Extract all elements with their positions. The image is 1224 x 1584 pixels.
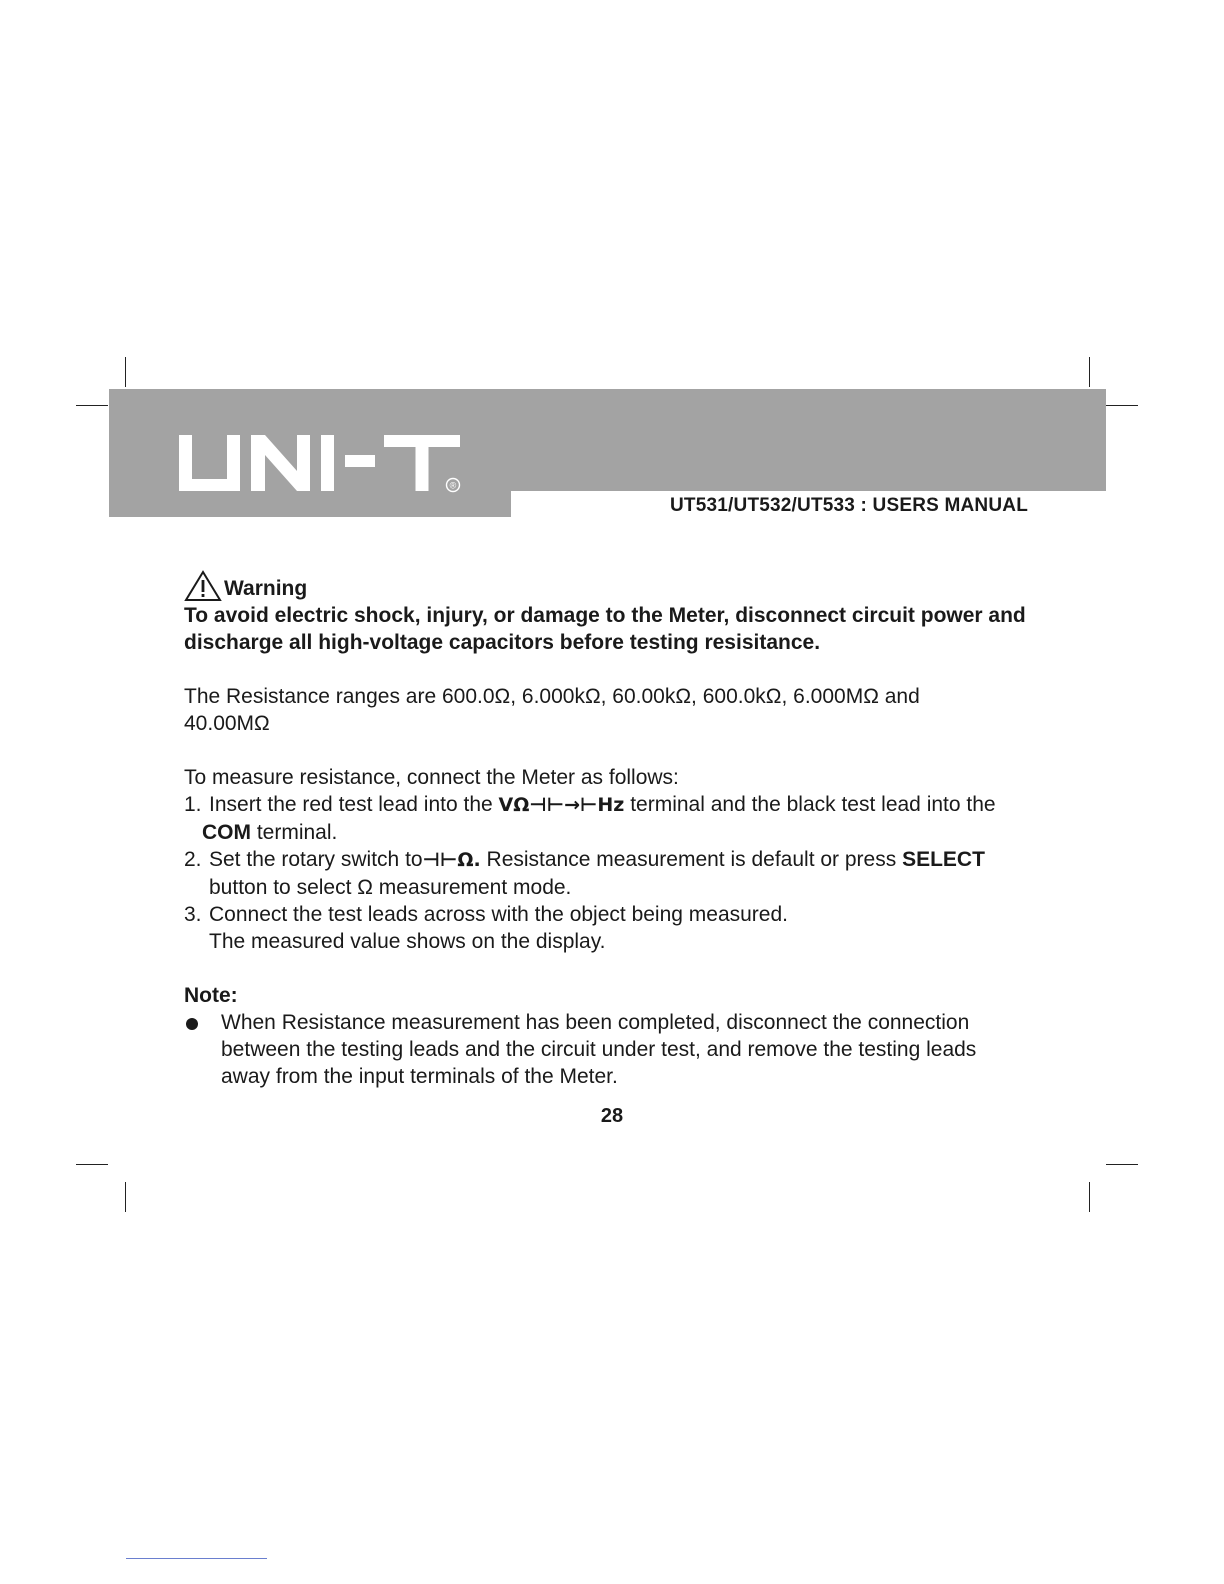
brand-logo [179,431,479,495]
crop-mark [1089,357,1090,387]
page-number: 28 [600,1105,624,1127]
step-text: Resistance measurement is default or press [480,848,903,871]
warning-text: To avoid electric shock, injury, or damage to the Meter, disconnect circuit power and discharge all high-voltage capacitors before testing resisitance. [184,604,1026,654]
crop-mark [76,1164,108,1165]
crop-mark [125,357,126,387]
page-content [184,566,1030,1090]
manual-title: UT531/UT532/UT533 : USERS MANUAL [670,495,1028,516]
crop-mark [1089,1182,1090,1212]
ranges-line-1: The Resistance ranges are 600.0Ω, 6.000kΩ, 60.00kΩ, 600.0kΩ, 6.000MΩ and [184,685,920,708]
warning-heading [184,566,1030,602]
step-number: 3. [184,903,202,926]
step-text: terminal and the black test lead into the [624,793,996,816]
terminal-symbol: VΩ⊣⊢→⊢Hz [498,794,625,816]
procedure-intro: To measure resistance, connect the Meter as follows: [184,766,679,789]
step-text: button to select Ω measurement mode. [209,876,572,899]
note-bullet-item [184,1009,1030,1090]
crop-mark [76,405,108,406]
procedure-step-3 [184,901,1030,955]
bullet-icon [186,1018,198,1030]
note-bullet-text: When Resistance measurement has been completed, disconnect the connection between the testing leads and the circuit under test, and remove the testing leads away from the input terminals of the Meter. [221,1011,977,1088]
select-button-label: SELECT [902,848,985,871]
crop-mark [1106,1164,1138,1165]
procedure-step-2 [184,846,1030,901]
step-number: 2. [184,848,202,871]
procedure-step-1 [184,791,1030,846]
ranges-paragraph [184,683,1030,737]
step-text: Insert the red test lead into the [209,793,499,816]
registered-mark: ® [449,480,457,491]
crop-mark [1106,405,1138,406]
procedure-steps [184,791,1030,955]
crop-mark [125,1182,126,1212]
footer-rule [126,1558,267,1559]
ranges-line-2: 40.00MΩ [184,712,270,735]
step-text: Set the rotary switch to [209,848,423,871]
step-number: 1. [184,793,202,816]
switch-position-symbol: ⊣⊢Ω. [422,849,481,871]
warning-triangle-icon [184,570,222,602]
step-text: terminal. [251,821,338,844]
step-text: The measured value shows on the display. [209,930,606,953]
note-heading: Note: [184,984,238,1007]
com-terminal-label: COM [202,821,251,844]
step-text: Connect the test leads across with the object being measured. [209,903,788,926]
warning-heading-text: Warning [224,577,308,600]
